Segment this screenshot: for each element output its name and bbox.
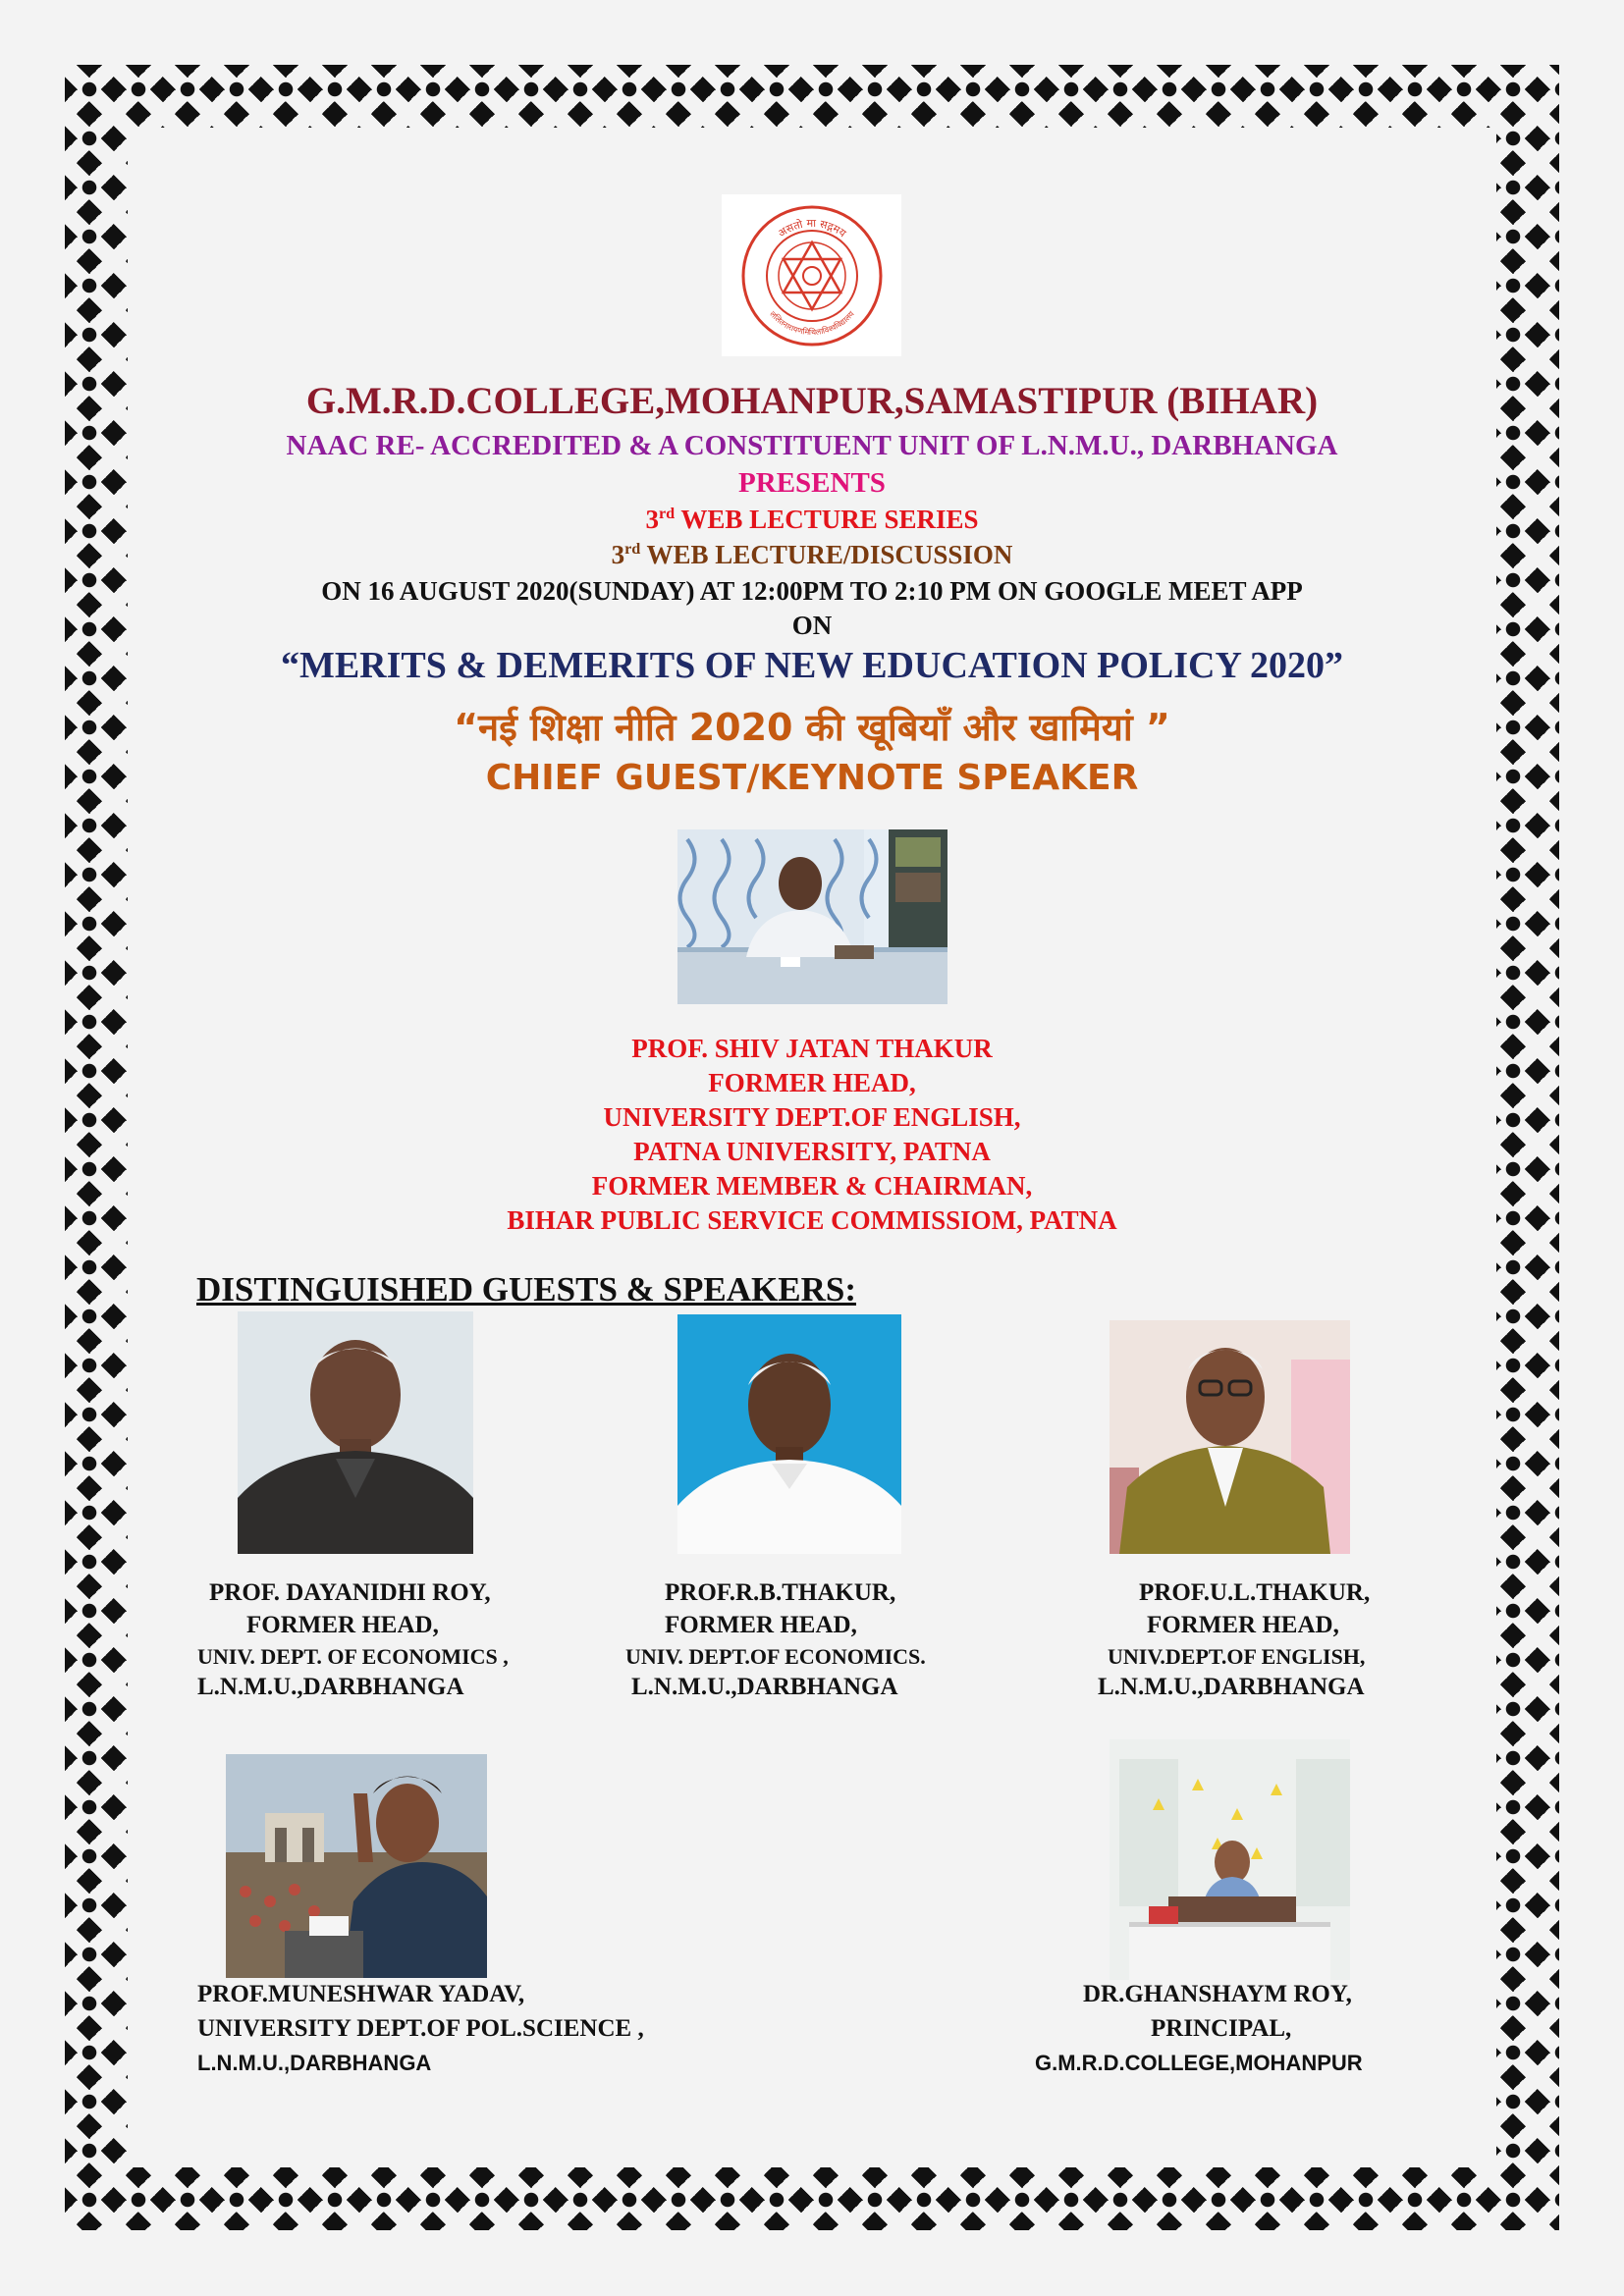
guest4-university: L.N.M.U.,DARBHANGA <box>197 2051 432 2075</box>
svg-text:असतो मा सद्गमय <box>775 216 848 240</box>
chief-guest-heading: CHIEF GUEST/KEYNOTE SPEAKER <box>485 758 1139 798</box>
presents-line: PRESENTS <box>738 467 886 499</box>
logo-motto: असतो मा सद्गमय <box>775 216 848 240</box>
university-logo <box>722 194 901 356</box>
logo-university-name: ललितनारायणमिथिलाविश्वविद्यालय <box>767 308 856 337</box>
chief-guest-university: PATNA UNIVERSITY, PATNA <box>633 1137 991 1166</box>
guest3-university: L.N.M.U.,DARBHANGA <box>1098 1674 1365 1700</box>
schedule-line: ON 16 AUGUST 2020(SUNDAY) AT 12:00PM TO 2:10 PM ON GOOGLE MEET APP <box>321 576 1303 606</box>
college-name: G.M.R.D.COLLEGE,MOHANPUR,SAMASTIPUR (BIHAR) <box>305 380 1319 422</box>
guest5-position: PRINCIPAL, <box>1151 2015 1292 2042</box>
guest-photo-ghanshaym-roy <box>1110 1739 1350 1980</box>
guest4-name: PROF.MUNESHWAR YADAV, <box>197 1981 525 2007</box>
chief-guest-department: UNIVERSITY DEPT.OF ENGLISH, <box>603 1102 1021 1132</box>
chief-guest-position: FORMER HEAD, <box>708 1068 916 1097</box>
guest3-name: PROF.U.L.THAKUR, <box>1139 1579 1371 1606</box>
guest4-department: UNIVERSITY DEPT.OF POL.SCIENCE , <box>197 2015 644 2042</box>
chief-guest-photo <box>677 829 947 1004</box>
chief-guest-name: PROF. SHIV JATAN THAKUR <box>631 1034 993 1063</box>
series-line: 3rd WEB LECTURE SERIES <box>645 505 979 534</box>
topic-hindi: “नई शिक्षा नीति 2020 की खूबियाँ और खामियां ” <box>454 706 1170 749</box>
guest2-name: PROF.R.B.THAKUR, <box>665 1579 896 1606</box>
guest1-position: FORMER HEAD, <box>246 1612 439 1638</box>
guest-photo-rb-thakur <box>677 1314 901 1554</box>
chief-guest-role: FORMER MEMBER & CHAIRMAN, <box>591 1171 1033 1201</box>
guest1-department: UNIV. DEPT. OF ECONOMICS , <box>197 1644 509 1669</box>
on-line: ON <box>791 611 833 640</box>
guest1-university: L.N.M.U.,DARBHANGA <box>197 1674 464 1700</box>
lecture-line: 3rd WEB LECTURE/DISCUSSION <box>611 540 1013 569</box>
guest-photo-dayanidhi-roy <box>238 1311 473 1554</box>
guests-heading: DISTINGUISHED GUESTS & SPEAKERS: <box>196 1270 856 1308</box>
guest5-college: G.M.R.D.COLLEGE,MOHANPUR <box>1035 2051 1363 2075</box>
guest2-university: L.N.M.U.,DARBHANGA <box>631 1674 898 1700</box>
guest3-department: UNIV.DEPT.OF ENGLISH, <box>1108 1644 1366 1669</box>
affiliation-line: NAAC RE- ACCREDITED & A CONSTITUENT UNIT OF L.N.M.U., DARBHANGA <box>286 430 1338 461</box>
svg-text:ललितनारायणमिथिलाविश्वविद्यालय <box>768 309 856 337</box>
guest-photo-ul-thakur <box>1110 1320 1350 1554</box>
guest2-department: UNIV. DEPT.OF ECONOMICS. <box>625 1644 926 1669</box>
chief-guest-commission: BIHAR PUBLIC SERVICE COMMISSIOM, PATNA <box>507 1205 1117 1235</box>
guest5-name: DR.GHANSHAYM ROY, <box>1083 1981 1352 2007</box>
guest-photo-muneshwar-yadav <box>226 1754 487 1978</box>
guest1-name: PROF. DAYANIDHI ROY, <box>209 1579 491 1606</box>
guest2-position: FORMER HEAD, <box>665 1612 857 1638</box>
guest3-position: FORMER HEAD, <box>1147 1612 1339 1638</box>
topic-english: “MERITS & DEMERITS OF NEW EDUCATION POLICY 2020” <box>280 645 1344 686</box>
